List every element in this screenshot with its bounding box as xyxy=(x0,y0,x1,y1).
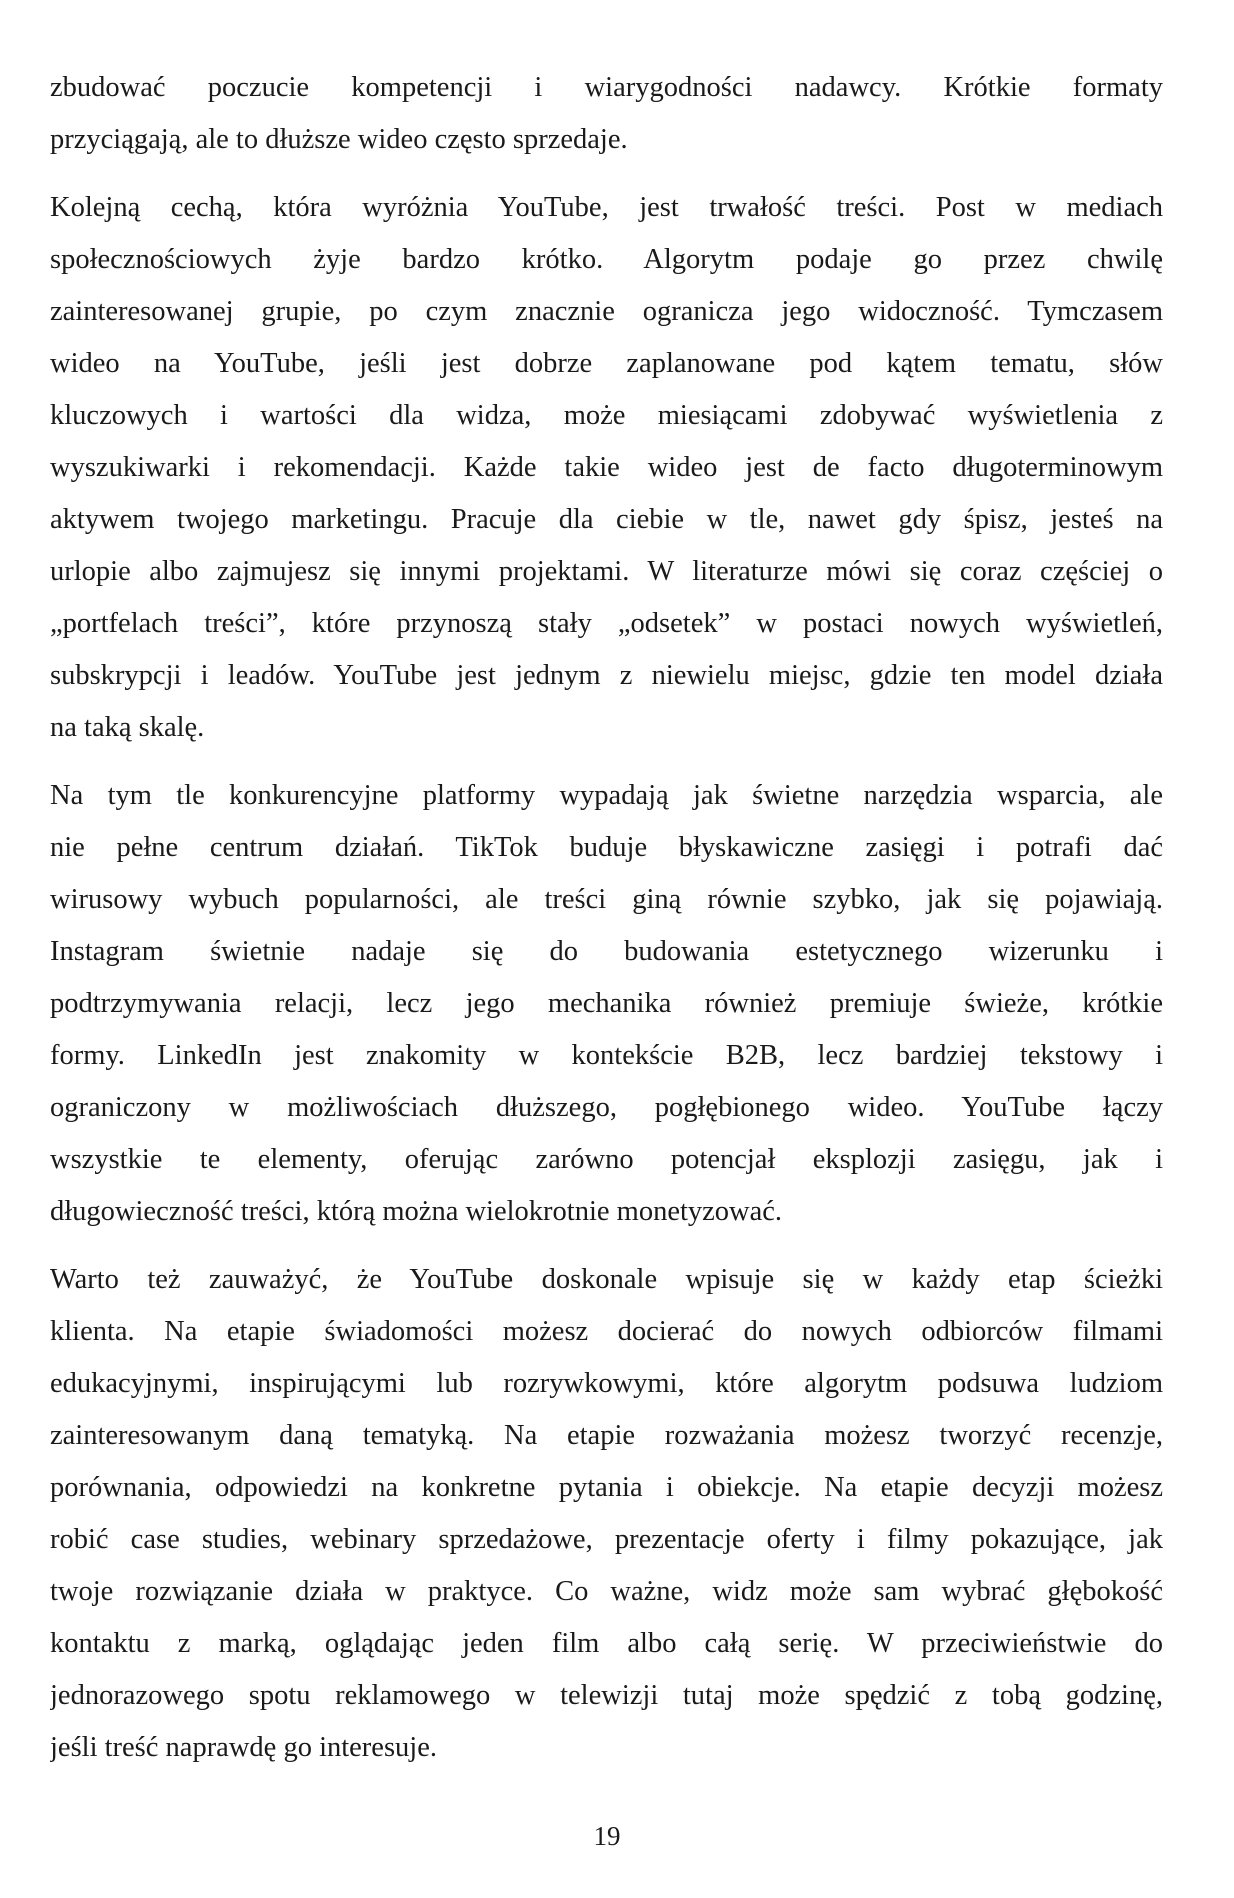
text-line: klienta. Na etapie świadomości możesz docierać do nowych odbiorców filmami xyxy=(50,1316,1163,1347)
text-line: twoje rozwiązanie działa w praktyce. Co ważne, widz może sam wybrać głębokość xyxy=(50,1576,1163,1607)
paragraph-1 xyxy=(50,62,1163,166)
text-line: subskrypcji i leadów. YouTube jest jednym z niewielu miejsc, gdzie ten model działa xyxy=(50,660,1163,691)
text-line: Instagram świetnie nadaje się do budowania estetycznego wizerunku i xyxy=(50,936,1163,967)
text-line: nie pełne centrum działań. TikTok buduje błyskawiczne zasięgi i potrafi dać xyxy=(50,832,1163,863)
text-line: na taką skalę. xyxy=(50,712,205,743)
text-line: wideo na YouTube, jeśli jest dobrze zaplanowane pod kątem tematu, słów xyxy=(50,348,1163,379)
text-line: zbudować poczucie kompetencji i wiarygodności nadawcy. Krótkie formaty xyxy=(50,72,1163,103)
text-line: formy. LinkedIn jest znakomity w kontekście B2B, lecz bardziej tekstowy i xyxy=(50,1040,1163,1071)
text-line: zainteresowanym daną tematyką. Na etapie rozważania możesz tworzyć recenzje, xyxy=(50,1420,1163,1451)
text-line: kontaktu z marką, oglądając jeden film albo całą serię. W przeciwieństwie do xyxy=(50,1628,1163,1659)
text-line: wszystkie te elementy, oferując zarówno potencjał eksplozji zasięgu, jak i xyxy=(50,1144,1163,1175)
text-line: Warto też zauważyć, że YouTube doskonale wpisuje się w każdy etap ścieżki xyxy=(50,1264,1163,1295)
body-text xyxy=(50,62,1163,1790)
text-line: Na tym tle konkurencyjne platformy wypadają jak świetne narzędzia wsparcia, ale xyxy=(50,780,1163,811)
text-line: zainteresowanej grupie, po czym znacznie ogranicza jego widoczność. Tymczasem xyxy=(50,296,1163,327)
text-line: wirusowy wybuch popularności, ale treści giną równie szybko, jak się pojawiają. xyxy=(50,884,1163,915)
paragraph-2 xyxy=(50,182,1163,754)
text-line: urlopie albo zajmujesz się innymi projektami. W literaturze mówi się coraz częściej o xyxy=(50,556,1163,587)
text-line: podtrzymywania relacji, lecz jego mechanika również premiuje świeże, krótkie xyxy=(50,988,1163,1019)
text-line: jednorazowego spotu reklamowego w telewizji tutaj może spędzić z tobą godzinę, xyxy=(50,1680,1163,1711)
paragraph-4 xyxy=(50,1254,1163,1774)
text-line: porównania, odpowiedzi na konkretne pytania i obiekcje. Na etapie decyzji możesz xyxy=(50,1472,1163,1503)
text-line: aktywem twojego marketingu. Pracuje dla ciebie w tle, nawet gdy śpisz, jesteś na xyxy=(50,504,1163,535)
text-line: Kolejną cechą, która wyróżnia YouTube, jest trwałość treści. Post w mediach xyxy=(50,192,1163,223)
page-number: 19 xyxy=(593,1821,621,1851)
text-line: „portfelach treści”, które przynoszą stały „odsetek” w postaci nowych wyświetleń, xyxy=(50,608,1163,639)
text-line: długowieczność treści, którą można wielokrotnie monetyzować. xyxy=(50,1196,783,1227)
text-line: kluczowych i wartości dla widza, może miesiącami zdobywać wyświetlenia z xyxy=(50,400,1163,431)
text-line: społecznościowych żyje bardzo krótko. Algorytm podaje go przez chwilę xyxy=(50,244,1163,275)
text-line: jeśli treść naprawdę go interesuje. xyxy=(50,1732,437,1763)
paragraph-3 xyxy=(50,770,1163,1238)
text-line: wyszukiwarki i rekomendacji. Każde takie wideo jest de facto długoterminowym xyxy=(50,452,1163,483)
text-line: robić case studies, webinary sprzedażowe, prezentacje oferty i filmy pokazujące, jak xyxy=(50,1524,1163,1555)
text-line: edukacyjnymi, inspirującymi lub rozrywkowymi, które algorytm podsuwa ludziom xyxy=(50,1368,1163,1399)
text-line: ograniczony w możliwościach dłuższego, pogłębionego wideo. YouTube łączy xyxy=(50,1092,1163,1123)
text-line: przyciągają, ale to dłuższe wideo często sprzedaje. xyxy=(50,124,628,155)
